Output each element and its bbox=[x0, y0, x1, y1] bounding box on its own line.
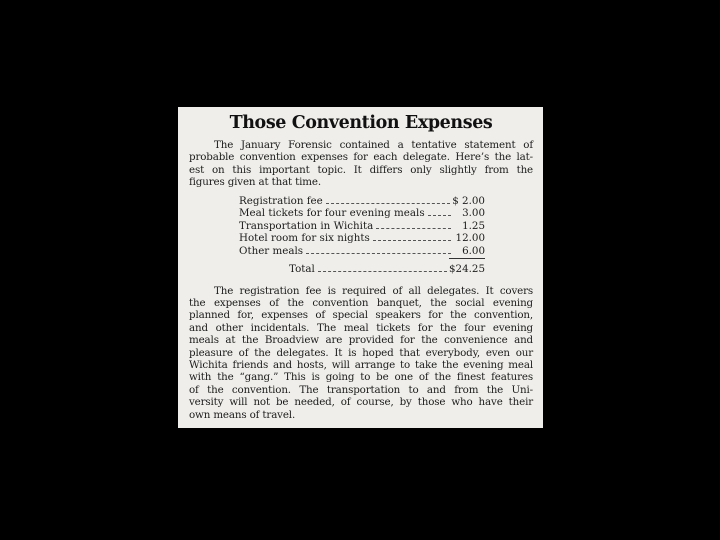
total-rule bbox=[449, 258, 485, 259]
leader-dots bbox=[306, 253, 451, 254]
intro-line: figures given at that time. bbox=[189, 176, 321, 189]
body-line: versity will not be needed, of course, by those who have their bbox=[189, 396, 533, 409]
expense-row bbox=[239, 220, 485, 233]
body-line: own means of travel. bbox=[189, 408, 296, 421]
body-line: with the “gang.” This is going to be one of the finest features bbox=[189, 371, 533, 384]
expense-table bbox=[239, 195, 485, 276]
body-line: and other incidentals. The meal tickets for the four evening bbox=[189, 321, 533, 334]
intro-line: probable convention expenses for each delegate. Here’s the lat- bbox=[189, 151, 533, 164]
body-line: meals at the Broadview are provided for the convenience and bbox=[189, 334, 533, 347]
body-line: of the convention. The transportation to and from the Uni- bbox=[189, 383, 533, 396]
body-line: pleasure of the delegates. It is hoped that everybody, even our bbox=[189, 346, 533, 359]
body-line: planned for, expenses of special speakers for the convention, bbox=[189, 309, 533, 322]
expense-amount: $ 2.00 bbox=[452, 194, 485, 207]
intro-line: The January Forensic contained a tentative statement of bbox=[214, 139, 533, 151]
expense-amount: 12.00 bbox=[455, 232, 485, 245]
leader-dots bbox=[428, 215, 451, 216]
leader-dots bbox=[326, 203, 450, 204]
article-clipping bbox=[178, 107, 543, 428]
body-line: Wichita friends and hosts, will arrange to take the evening meal bbox=[189, 359, 533, 372]
expense-label: Meal tickets for four evening meals bbox=[239, 207, 425, 220]
expense-amount: 6.00 bbox=[462, 244, 485, 257]
expense-label: Other meals bbox=[239, 244, 304, 257]
intro-paragraph bbox=[189, 139, 533, 189]
expense-row bbox=[239, 232, 485, 245]
total-row bbox=[239, 263, 485, 276]
expense-row bbox=[239, 207, 485, 220]
total-amount: $24.25 bbox=[448, 263, 485, 276]
leader-dots bbox=[373, 240, 451, 241]
expense-label: Transportation in Wichita bbox=[239, 219, 374, 232]
body-line: the expenses of the convention banquet, the social evening bbox=[189, 297, 533, 310]
expense-label: Registration fee bbox=[239, 194, 323, 207]
intro-line: est on this important topic. It differs only slightly from the bbox=[189, 163, 533, 176]
body-paragraph bbox=[189, 285, 533, 421]
article-title: Those Convention Expenses bbox=[229, 113, 493, 133]
expense-amount: 1.25 bbox=[462, 219, 485, 232]
total-label: Total bbox=[289, 263, 315, 276]
body-line: The registration fee is required of all delegates. It covers bbox=[214, 284, 533, 297]
expense-label: Hotel room for six nights bbox=[239, 232, 370, 245]
expense-amount: 3.00 bbox=[462, 207, 485, 220]
leader-dots bbox=[318, 271, 447, 272]
expense-row bbox=[239, 245, 485, 258]
expense-row bbox=[239, 195, 485, 208]
leader-dots bbox=[376, 228, 451, 229]
